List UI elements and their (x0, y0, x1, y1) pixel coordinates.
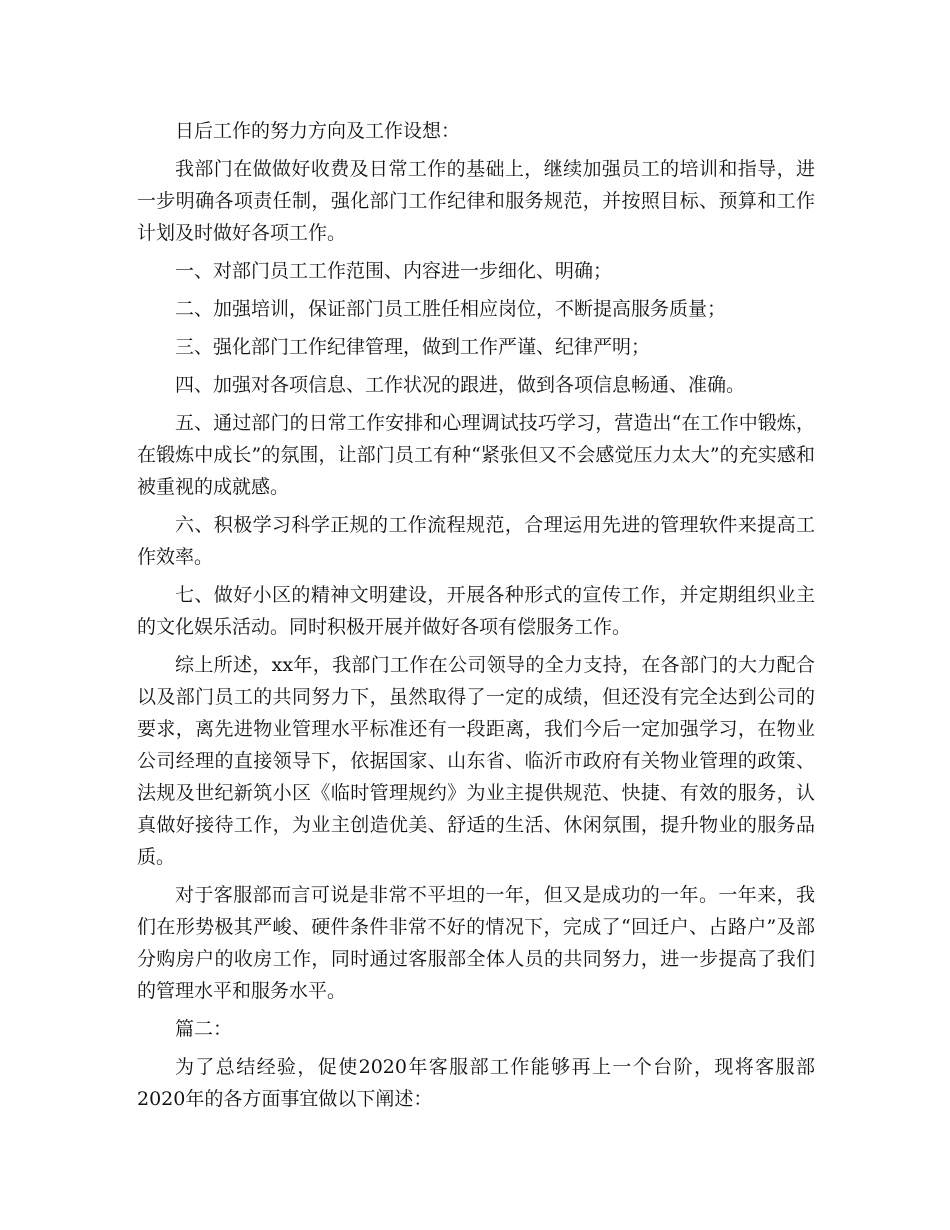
paragraph: 综上所述，xx年，我部门工作在公司领导的全力支持，在各部门的大力配合以及部门员工的共同努力下，虽然取得了一定的成绩，但还没有完全达到公司的要求，离先进物业管理水平标准还有一段距离，我们今后一定加强学习，在物业公司经理的直接领导下，依据国家、山东省、临沂市政府有关物业管理的政策、法规及世纪新筑小区《临时管理规约》为业主提供规范、快捷、有效的服务，认真做好接待工作，为业主创造优美、舒适的生活、休闲氛围，提升物业的服务品质。 (137, 654, 815, 868)
list-item: 七、做好小区的精神文明建设，开展各种形式的宣传工作，并定期组织业主的文化娱乐活动。同时积极开展并做好各项有偿服务工作。 (137, 584, 815, 638)
section-heading: 篇二： (175, 1018, 233, 1040)
list-item: 五、通过部门的日常工作安排和心理调试技巧学习，营造出“在工作中锻炼，在锻炼中成长”的氛围，让部门员工有种“紧张但又不会感觉压力太大”的充实感和被重视的成就感。 (137, 412, 815, 498)
list-item: 二、加强培训，保证部门员工胜任相应岗位，不断提高服务质量； (175, 298, 727, 320)
list-item: 一、对部门员工工作范围、内容进一步细化、明确； (175, 260, 613, 282)
paragraph: 对于客服部而言可说是非常不平坦的一年，但又是成功的一年。一年来，我们在形势极其严峻、硬件条件非常不好的情况下，完成了“回迁户、占路户”及部分购房户的收房工作，同时通过客服部全体人员的共同努力，进一步提高了我们的管理水平和服务水平。 (137, 884, 815, 1002)
paragraph: 为了总结经验，促使2020年客服部工作能够再上一个台阶，现将客服部2020年的各方面事宜做以下阐述： (137, 1056, 815, 1110)
list-item: 三、强化部门工作纪律管理，做到工作严谨、纪律严明； (175, 336, 651, 358)
list-item: 四、加强对各项信息、工作状况的跟进，做到各项信息畅通、准确。 (175, 374, 746, 396)
list-item: 六、积极学习科学正规的工作流程规范，合理运用先进的管理软件来提高工作效率。 (137, 514, 815, 568)
document-body (137, 115, 815, 1121)
paragraph-heading: 日后工作的努力方向及工作设想： (175, 120, 461, 142)
paragraph: 我部门在做做好收费及日常工作的基础上，继续加强员工的培训和指导，进一步明确各项责任制，强化部门工作纪律和服务规范，并按照目标、预算和工作计划及时做好各项工作。 (137, 158, 815, 244)
